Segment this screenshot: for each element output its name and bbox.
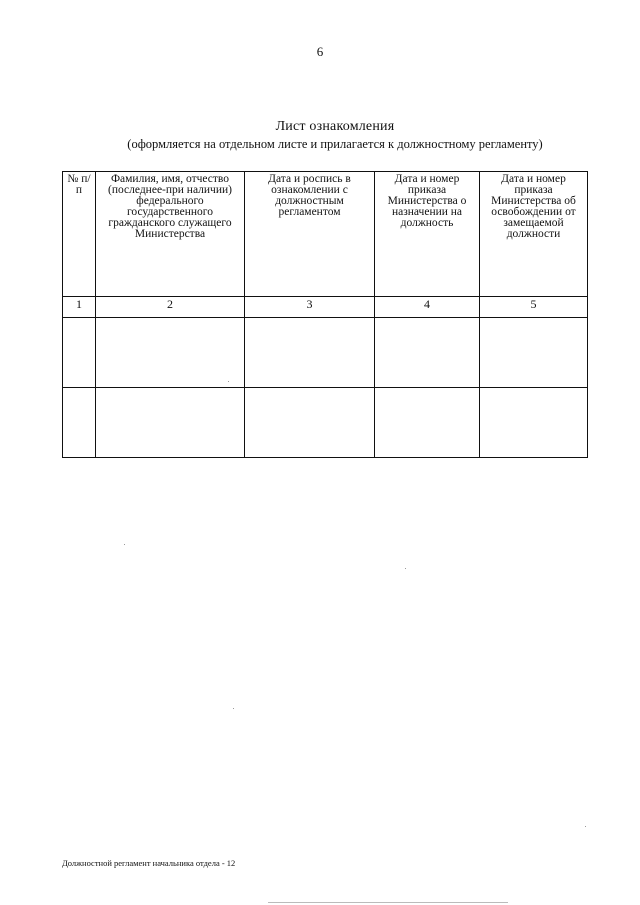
table-cell bbox=[63, 318, 96, 388]
column-number: 5 bbox=[480, 297, 588, 318]
table-cell bbox=[480, 318, 588, 388]
document-footer: Должностной регламент начальника отдела - 12 bbox=[62, 858, 236, 868]
table-header-row bbox=[63, 172, 588, 297]
header-cell-full-name: Фамилия, имя, отчество (последнее-при наличии) федерального государственного гражданского служащего Министерства bbox=[96, 172, 245, 297]
column-number: 3 bbox=[245, 297, 375, 318]
column-number-row bbox=[63, 297, 588, 318]
column-number: 1 bbox=[63, 297, 96, 318]
header-cell-signature-date: Дата и роспись в ознакомлении с должностным регламентом bbox=[245, 172, 375, 297]
scan-speck bbox=[233, 708, 234, 709]
header-cell-appointment-order: Дата и номер приказа Министерства о назначении на должность bbox=[375, 172, 480, 297]
document-subtitle: (оформляется на отдельном листе и прилагается к должностному регламенту) bbox=[127, 137, 543, 151]
acknowledgement-table bbox=[62, 171, 588, 458]
table-cell bbox=[245, 388, 375, 458]
table-cell bbox=[63, 388, 96, 458]
table-cell bbox=[245, 318, 375, 388]
column-number: 2 bbox=[96, 297, 245, 318]
table-cell bbox=[375, 318, 480, 388]
table-cell bbox=[480, 388, 588, 458]
table-row bbox=[63, 318, 588, 388]
header-cell-dismissal-order: Дата и номер приказа Министерства об освобождении от замещаемой должности bbox=[480, 172, 588, 297]
scan-speck bbox=[124, 544, 125, 545]
page-number: 6 bbox=[316, 44, 324, 59]
table-cell bbox=[96, 388, 245, 458]
scan-speck bbox=[405, 568, 406, 569]
document-title: Лист ознакомления bbox=[275, 119, 395, 134]
scan-edge-line bbox=[268, 902, 508, 903]
scan-speck bbox=[228, 381, 229, 382]
scan-speck bbox=[585, 826, 586, 827]
table-row bbox=[63, 388, 588, 458]
header-cell-number: № п/п bbox=[63, 172, 96, 297]
table-cell bbox=[96, 318, 245, 388]
table-cell bbox=[375, 388, 480, 458]
column-number: 4 bbox=[375, 297, 480, 318]
